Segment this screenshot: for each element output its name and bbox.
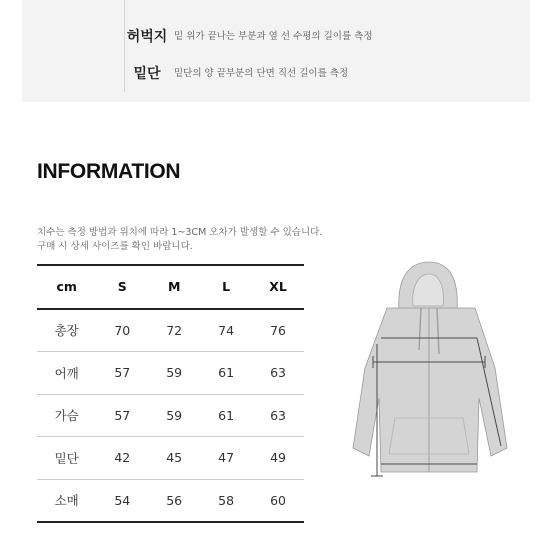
table-cell: 47 [200, 437, 252, 480]
guide-term-thigh: 허벅지 [126, 29, 168, 45]
table-cell: 63 [252, 352, 304, 395]
row-label: 총장 [37, 309, 96, 352]
table-cell: 63 [252, 394, 304, 437]
table-cell: 49 [252, 437, 304, 480]
guide-row-partial [22, 0, 530, 13]
table-cell: 61 [200, 394, 252, 437]
header-cell: M [148, 265, 200, 309]
table-cell: 72 [148, 309, 200, 352]
header-cell: L [200, 265, 252, 309]
table-cell: 57 [96, 352, 148, 395]
size-table [37, 264, 304, 523]
measurement-guide-box [22, 0, 530, 102]
header-cell: XL [252, 265, 304, 309]
table-cell: 42 [96, 437, 148, 480]
table-cell: 70 [96, 309, 148, 352]
header-cell: cm [37, 265, 96, 309]
table-cell: 56 [148, 479, 200, 522]
table-cell: 60 [252, 479, 304, 522]
table-cell: 59 [148, 394, 200, 437]
table-row [37, 437, 304, 480]
row-label: 가슴 [37, 394, 96, 437]
information-title: INFORMATION [37, 160, 181, 183]
size-table-header [37, 265, 304, 309]
guide-term-hem: 밑단 [133, 66, 161, 82]
table-cell: 76 [252, 309, 304, 352]
table-cell: 54 [96, 479, 148, 522]
row-label: 밑단 [37, 437, 96, 480]
guide-desc-thigh: 밑 위가 끝나는 부분과 옆 선 수평의 길이를 측정 [174, 31, 373, 42]
table-row [37, 394, 304, 437]
guide-row-thigh [22, 24, 530, 50]
table-cell: 45 [148, 437, 200, 480]
table-cell: 59 [148, 352, 200, 395]
info-note-2: 구매 시 상세 사이즈를 확인 바랍니다. [37, 241, 193, 252]
table-row [37, 479, 304, 522]
table-row [37, 352, 304, 395]
hoodie-measurement-illustration [337, 258, 527, 488]
table-cell: 58 [200, 479, 252, 522]
row-label: 소매 [37, 479, 96, 522]
guide-row-hem [22, 61, 530, 87]
info-note-1: 치수는 측정 방법과 위치에 따라 1~3CM 오차가 발생할 수 있습니다. [37, 227, 323, 238]
table-cell: 57 [96, 394, 148, 437]
table-cell: 74 [200, 309, 252, 352]
guide-desc-hem: 밑단의 양 끝부분의 단면 직선 길이를 측정 [174, 68, 349, 79]
row-label: 어깨 [37, 352, 96, 395]
header-cell: S [96, 265, 148, 309]
table-row [37, 309, 304, 352]
table-cell: 61 [200, 352, 252, 395]
